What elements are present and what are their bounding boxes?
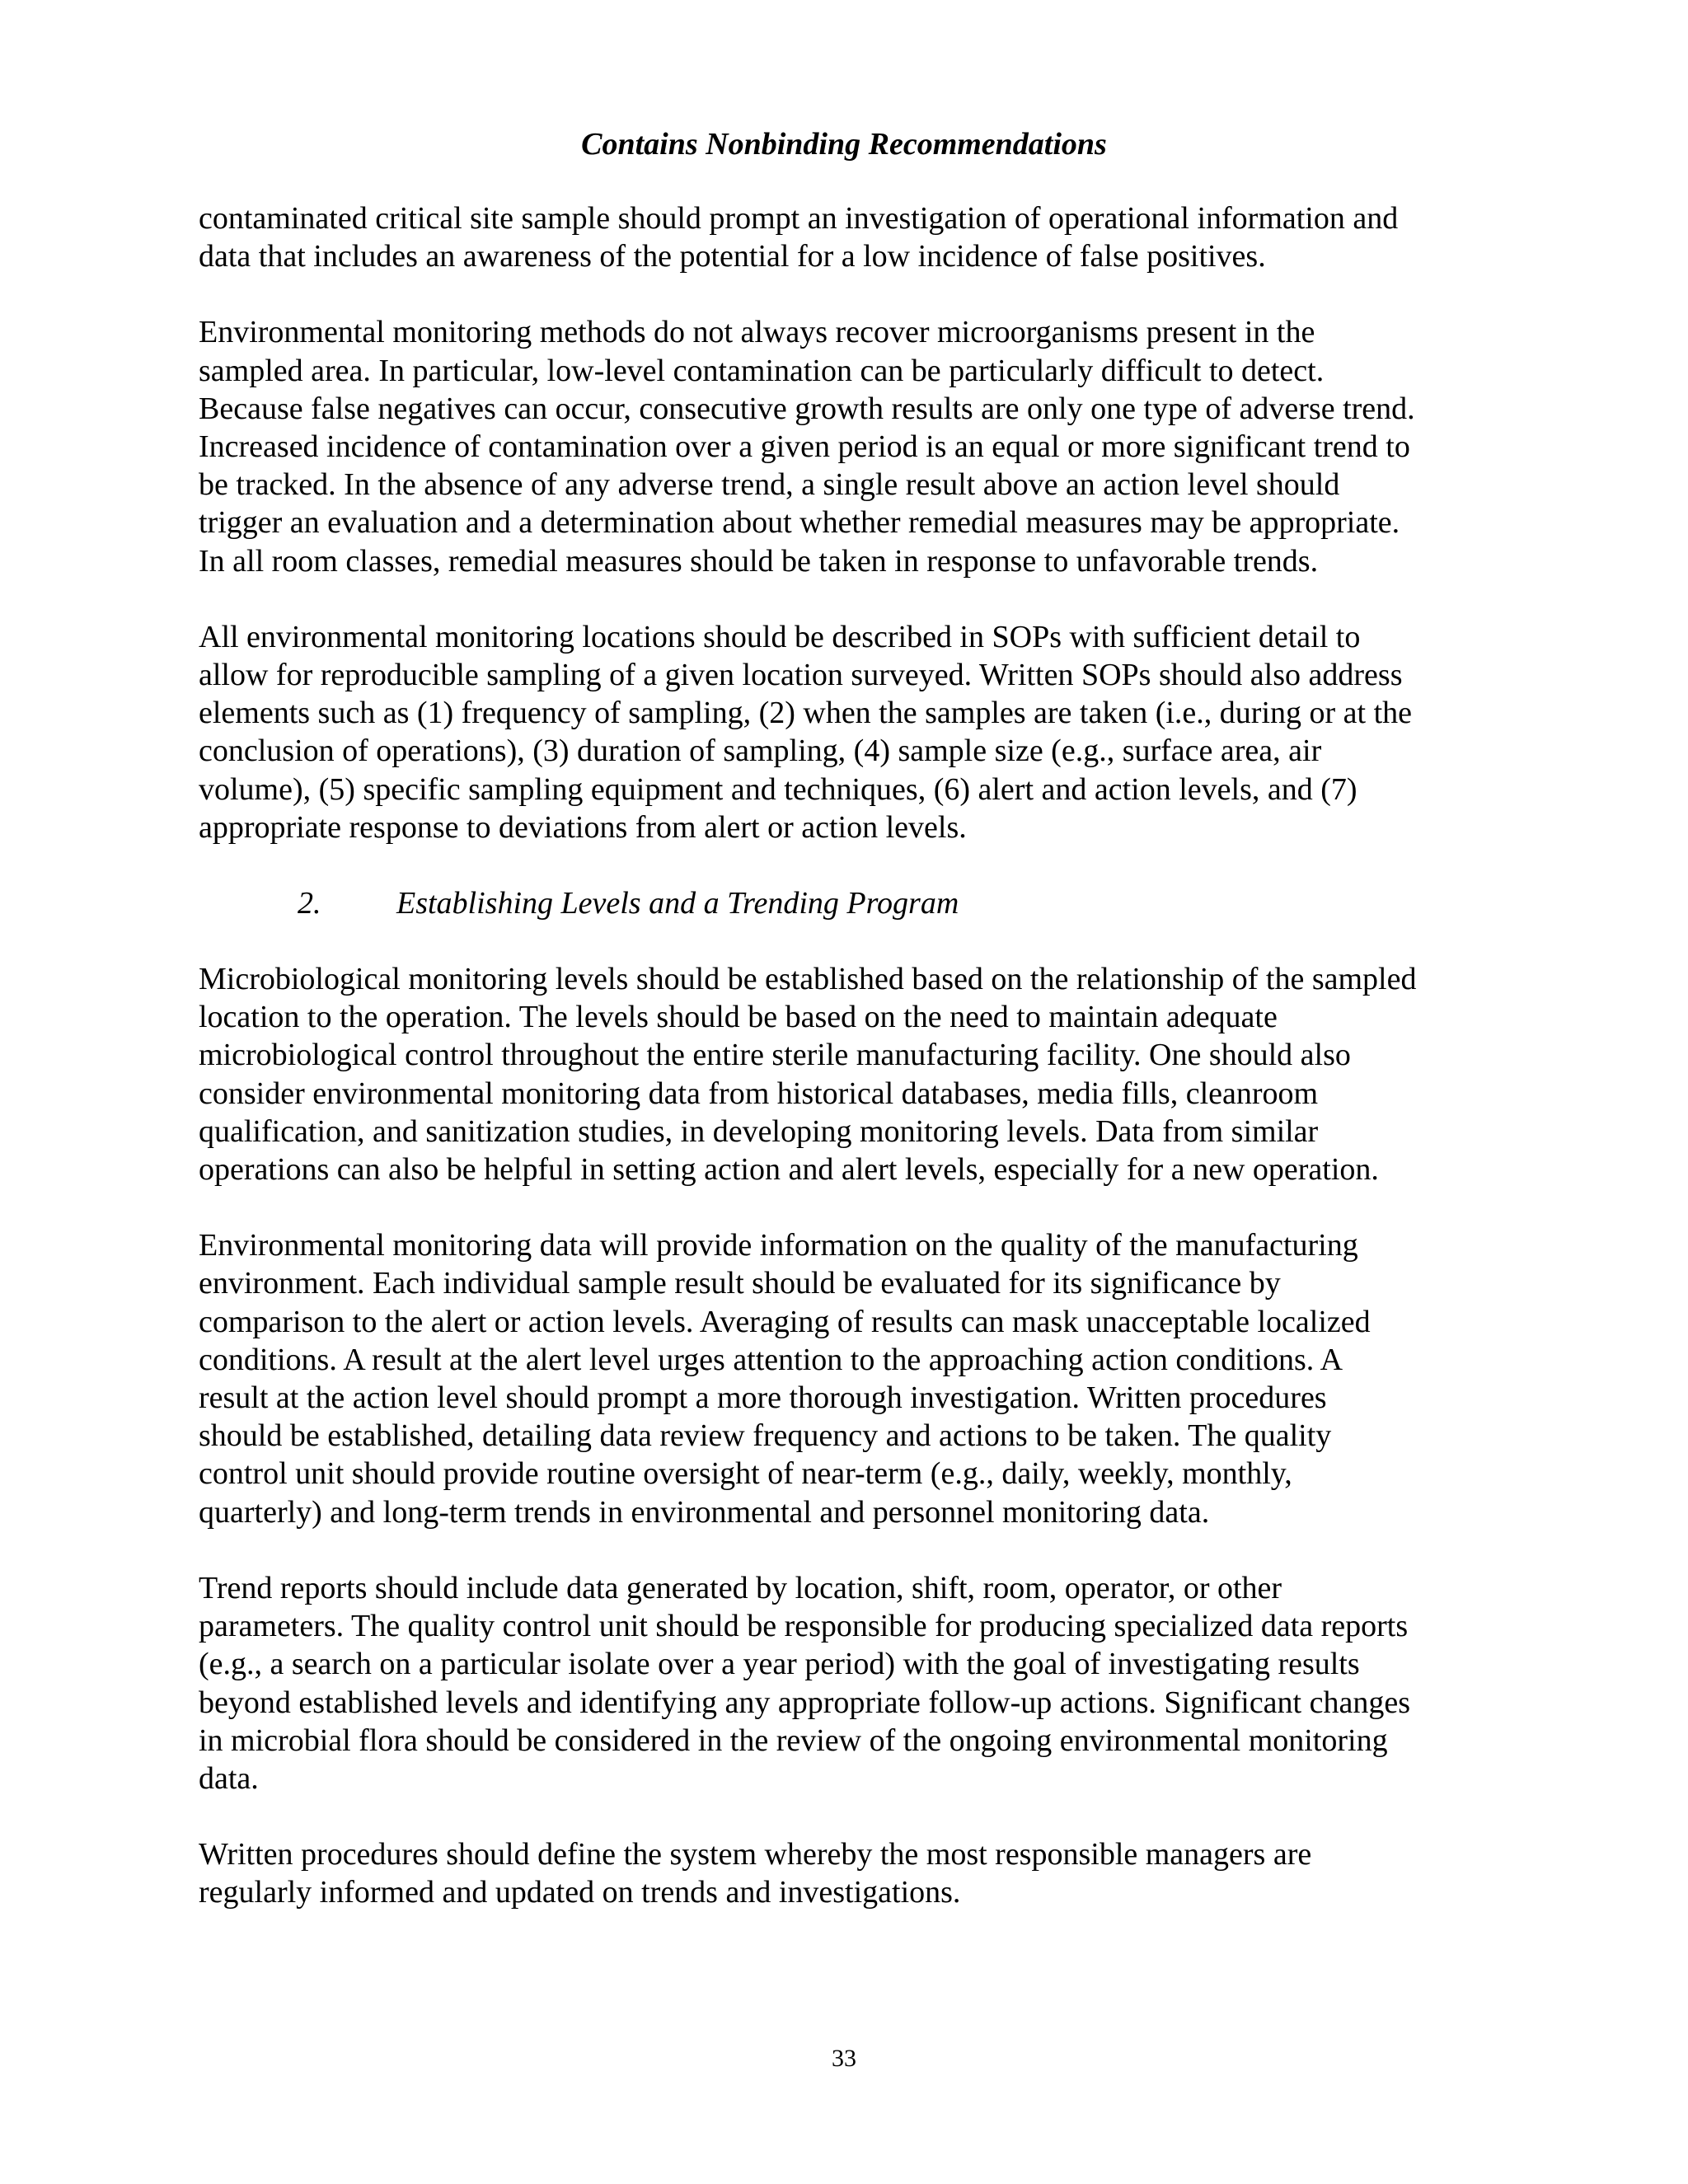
page-header: Contains Nonbinding Recommendations [581,127,1107,162]
body-text [199,199,1501,1950]
page-number: 33 [832,2045,856,2072]
paragraph: Written procedures should define the system whereby the most responsible managers are regularly informed and updated on trends and investigations. [199,1837,1312,1910]
paragraph: Environmental monitoring data will provide information on the quality of the manufacturing environment. Each individual sample result should be evaluated for its significance by comparison to the alert or action levels. Averaging of results can mask unacceptable localized conditions. A result at the alert level urges attention to the approaching action conditions. A result at the action level should prompt a more thorough investigation. Written procedures should be established, detailing data review frequency and actions to be taken. The quality control unit should provide routine oversight of near-term (e.g., daily, weekly, monthly, quarterly) and long-term trends in environmental and personnel monitoring data. [199,1228,1371,1530]
paragraph: contaminated critical site sample should prompt an investigation of operational information and data that includes an awareness of the potential for a low incidence of false positives. [199,201,1399,274]
section-number: 2. [298,886,321,921]
paragraph: Microbiological monitoring levels should be established based on the relationship of the sampled location to the operation. The levels should be based on the need to maintain adequate microbiological control throughout the entire sterile manufacturing facility. One should also consider environmental monitoring data from historical databases, media fills, cleanroom qualification, and sanitization studies, in developing monitoring levels. Data from similar operations can also be helpful in setting action and alert levels, especially for a new operation. [199,962,1417,1188]
section-title: Establishing Levels and a Trending Program [396,886,959,921]
paragraph: Trend reports should include data generated by location, shift, room, operator, or other parameters. The quality control unit should be responsible for producing specialized data reports (e.g., a search on a particular isolate over a year period) with the goal of investigating results beyond established levels and identifying any appropriate follow-up actions. Significant changes in microbial flora should be considered in the review of the ongoing environmental monitoring data. [199,1570,1410,1796]
paragraph: All environmental monitoring locations should be described in SOPs with sufficient detail to allow for reproducible sampling of a given location surveyed. Written SOPs should also address elements such as (1) frequency of sampling, (2) when the samples are taken (i.e., during or at the conclusion of operations), (3) duration of sampling, (4) sample size (e.g., surface area, air volume), (5) specific sampling equipment and techniques, (6) alert and action levels, and (7) appropriate response to deviations from alert or action levels. [199,619,1412,845]
section-heading [199,884,1501,922]
paragraph: Environmental monitoring methods do not always recover microorganisms present in the sampled area. In particular, low-level contamination can be particularly difficult to detect. Because false negatives can occur, consecutive growth results are only one type of adverse trend. Increased incidence of contamination over a given period is an equal or more significant trend to be tracked. In the absence of any adverse trend, a single result above an action level should trigger an evaluation and a determination about whether remedial measures may be appropriate. In all room classes, remedial measures should be taken in response to unfavorable trends. [199,315,1415,579]
